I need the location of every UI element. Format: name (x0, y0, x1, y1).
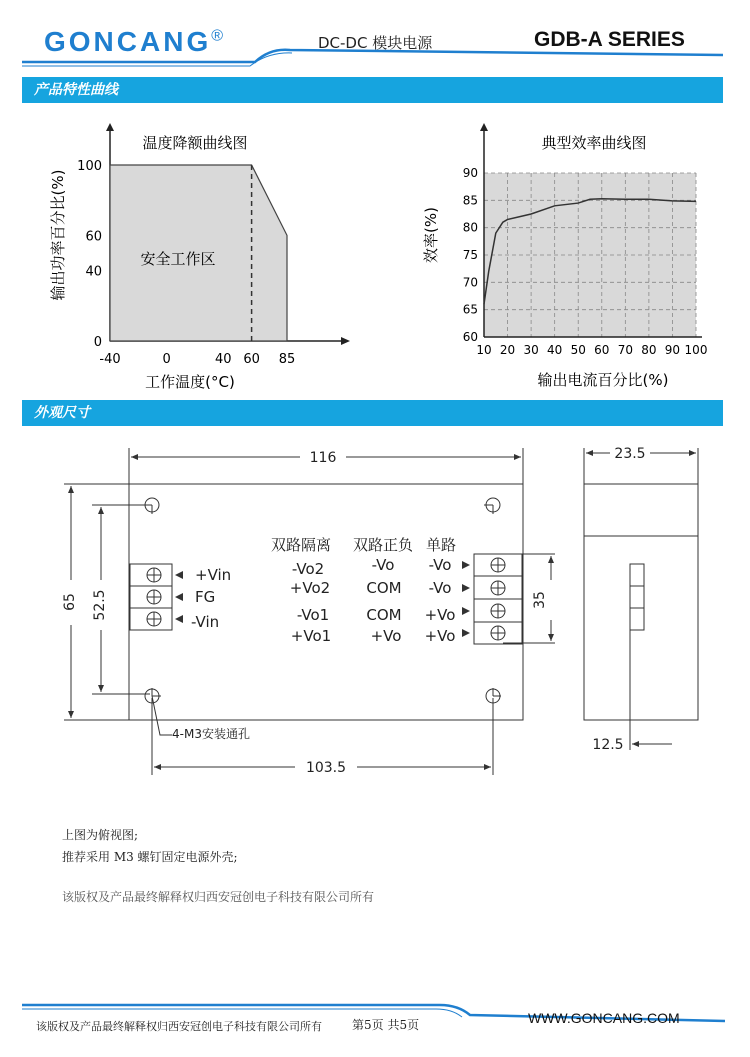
efficiency-ytick-90: 90 (462, 166, 478, 180)
dim-65: 65 (62, 593, 78, 611)
single-pin-2: -Vo (428, 579, 452, 597)
derating-xtick-40: 40 (215, 352, 232, 367)
efficiency-x-label: 输出电流百分比(%) (537, 371, 669, 389)
dim-35: 35 (532, 591, 548, 609)
pin-fg: FG (195, 588, 216, 606)
dim-103-5: 103.5 (305, 760, 347, 776)
efficiency-xtick-30: 30 (523, 343, 539, 357)
footer-copyright: 该版权及产品最终解释权归西安冠创电子科技有限公司所有 (36, 1020, 322, 1033)
iso-pin-1: -Vo2 (291, 560, 325, 578)
pin-plus-vin: +Vin (195, 566, 232, 584)
header-swoosh (0, 0, 750, 70)
efficiency-chart (422, 123, 707, 389)
derating-y-label: 输出功率百分比(%) (49, 169, 67, 301)
note-top-view: 上图为俯视图; (62, 828, 139, 842)
single-pin-4: +Vo (424, 627, 456, 645)
dimension-drawing (0, 430, 750, 800)
footer-website: WWW.GONCANG.COM (528, 1010, 680, 1026)
efficiency-chart-title: 典型效率曲线图 (541, 134, 647, 152)
efficiency-xtick-80: 80 (641, 343, 657, 357)
iso-pin-2: +Vo2 (289, 579, 331, 597)
derating-xtick-85: 85 (278, 352, 296, 367)
charts-area (0, 105, 750, 400)
footer-page-number: 第5页 共5页 (352, 1018, 420, 1032)
efficiency-xtick-20: 20 (499, 343, 516, 357)
pn-pin-2: COM (366, 579, 402, 597)
efficiency-xtick-100: 100 (684, 343, 708, 357)
pn-pin-4: +Vo (370, 627, 402, 645)
section-dimensions-bar: 外观尺寸 (22, 400, 723, 426)
series-title: GDB-A SERIES (534, 28, 685, 51)
pin-minus-vin: -Vin (191, 613, 220, 631)
header-isolated: 双路隔离 (270, 536, 332, 554)
dim-23-5: 23.5 (614, 446, 646, 462)
efficiency-ytick-70: 70 (462, 275, 478, 290)
registered-mark: ® (211, 27, 227, 45)
header-subtitle: DC-DC 模块电源 (318, 34, 433, 52)
efficiency-y-arrow (480, 123, 488, 131)
efficiency-xtick-70: 70 (617, 343, 633, 357)
derating-x-label: 工作温度(°C) (145, 373, 235, 391)
derating-y-arrow (106, 123, 114, 131)
efficiency-ytick-75: 75 (462, 248, 478, 262)
header-single: 单路 (425, 536, 457, 554)
derating-ytick-100: 100 (77, 159, 102, 174)
derating-chart (49, 123, 350, 391)
derating-x-ticks (99, 352, 295, 367)
derating-ytick-40: 40 (85, 264, 102, 280)
derating-xtick-0: 0 (162, 352, 171, 367)
dim-116: 116 (309, 450, 337, 466)
module-outline (129, 484, 523, 720)
efficiency-y-ticks (463, 166, 478, 344)
efficiency-ytick-80: 80 (462, 220, 478, 235)
derating-y-ticks (77, 159, 102, 350)
side-view-outline (584, 484, 698, 720)
section-curves-bar: 产品特性曲线 (22, 77, 723, 103)
mount-holes-label: 4-M3安装通孔 (172, 727, 250, 741)
efficiency-x-ticks (476, 343, 707, 357)
iso-pin-3: -Vo1 (296, 606, 330, 624)
derating-chart-title: 温度降额曲线图 (142, 134, 248, 152)
efficiency-xtick-90: 90 (664, 343, 681, 357)
derating-x-arrow (341, 337, 350, 345)
efficiency-xtick-50: 50 (570, 343, 586, 357)
efficiency-ytick-65: 65 (462, 302, 478, 317)
single-pin-1: -Vo (428, 556, 452, 574)
efficiency-xtick-60: 60 (594, 343, 610, 357)
note-copyright: 该版权及产品最终解释权归西安冠创电子科技有限公司所有 (62, 890, 375, 904)
efficiency-ytick-85: 85 (462, 193, 478, 208)
derating-xtick--40: -40 (99, 352, 121, 367)
efficiency-xtick-40: 40 (547, 343, 563, 357)
efficiency-ytick-60: 60 (462, 330, 478, 344)
dim-52-5: 52.5 (92, 589, 108, 621)
efficiency-xtick-10: 10 (476, 343, 492, 357)
single-pin-3: +Vo (424, 606, 456, 624)
efficiency-y-label: 效率(%) (422, 207, 440, 263)
iso-pin-4: +Vo1 (290, 627, 332, 645)
dim-12-5: 12.5 (592, 737, 624, 753)
safe-zone-label: 安全工作区 (140, 250, 216, 268)
derating-ytick-0: 0 (93, 335, 102, 350)
logo-text: GONCANG (44, 26, 212, 57)
derating-xtick-60: 60 (243, 352, 260, 367)
note-screw: 推荐采用 M3 螺钉固定电源外壳; (62, 850, 238, 864)
pn-pin-3: COM (366, 606, 402, 624)
pn-pin-1: -Vo (371, 556, 395, 574)
derating-ytick-60: 60 (85, 229, 102, 245)
header-dual-pn: 双路正负 (352, 536, 414, 554)
